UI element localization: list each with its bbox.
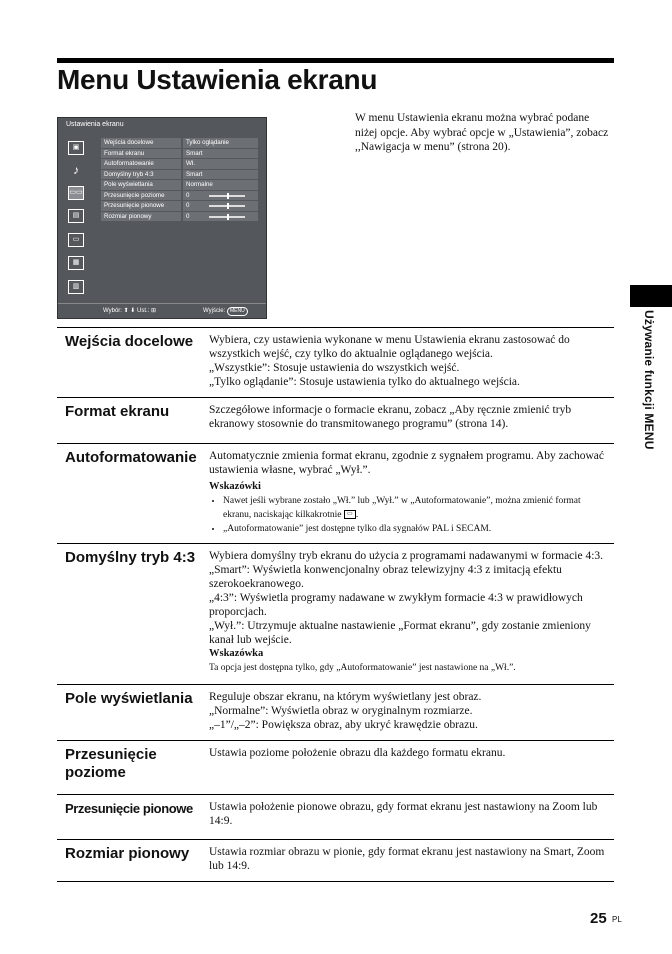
intro-text: W menu Ustawienia ekranu można wybrać podane niżej opcje. Aby wybrać opcje w „Ustawienia”, zobacz ,,Nawigacja w menu” (strona 20). (355, 112, 609, 153)
hint-text: Ta opcja jest dostępna tylko, gdy „Autoformatowanie” jest nastawione na „Wł.”. (209, 663, 516, 673)
tv-menu-row: Format ekranu Smart (98, 149, 263, 160)
section-tab-marker (630, 285, 672, 307)
tv-menu-panel (98, 138, 263, 222)
tv-menu-row: Wejścia docelowe Tylko oglądanie (98, 138, 263, 149)
tv-menu-title: Ustawienia ekranu (66, 121, 124, 128)
option-row (57, 327, 614, 397)
page-title: Menu Ustawienia ekranu (57, 64, 378, 95)
screen-format-button-icon: ▭ (344, 510, 356, 519)
picture-icon: ▣ (68, 141, 84, 155)
option-row (57, 684, 614, 740)
title-rule (57, 58, 614, 63)
features-icon: ▤ (68, 209, 84, 223)
tv-menu-footer: Wybór: ⬆ ⬇ Ust.: ⊞ Wyjście: MENU (58, 303, 266, 318)
slider-bar (209, 195, 245, 197)
page-number: 25 (590, 910, 607, 927)
option-description: Ustawia poziome położenie obrazu dla każdego formatu ekranu. (209, 747, 506, 759)
slider-bar (209, 205, 245, 207)
pc-settings-icon: ▦ (68, 256, 84, 270)
option-row (57, 397, 614, 443)
setup-icon: ▭ (68, 233, 84, 247)
table-bottom-rule (57, 881, 614, 882)
hint-title: Wskazówki (209, 481, 261, 492)
tv-menu-row: Domyślny tryb 4:3 Smart (98, 170, 263, 181)
option-row (57, 740, 614, 794)
option-name: Rozmiar pionowy (65, 845, 190, 862)
tv-menu-row: Przesunięcie pionowe 0 (98, 201, 263, 212)
slider-bar (209, 216, 245, 218)
option-name: Format ekranu (65, 403, 170, 420)
options-table (57, 327, 614, 881)
option-description: Automatycznie zmienia format ekranu, zgodnie z sygnałem programu. Aby zachować ustawienia własne, wybrać „Wył.”. Wskazówki • Nawet jeśli wybrane zostało „Wł.” lub „Wył.” w „Autoformatowanie”, można zmienić format ekranu, naciskając kilkakrotnie ▭ . • „Autoformatowanie” jest dostępne tylko dla sygnałów PAL i SECAM. (209, 449, 611, 536)
option-name: Wejścia docelowe (65, 333, 194, 350)
option-description: Ustawia rozmiar obrazu w pionie, gdy format ekranu jest nastawiony na Smart, Zoom lub 14:9. (209, 846, 605, 872)
menu-key-icon: MENU (227, 307, 248, 316)
option-name: Domyślny tryb 4:3 (65, 549, 196, 566)
tv-menu-icon-column (58, 133, 96, 303)
tv-menu-row: Rozmiar pionowy 0 (98, 212, 263, 223)
external-input-icon: ▥ (68, 280, 84, 294)
option-row (57, 794, 614, 839)
option-row (57, 443, 614, 543)
option-name: Pole wyświetlania (65, 690, 193, 707)
page-language-code: PL (612, 915, 622, 924)
screen-settings-icon: ▭▭ (68, 186, 84, 200)
option-name: Przesunięcie pionowe (65, 801, 193, 816)
tv-menu-row: Autoformatowanie Wł. (98, 159, 263, 170)
tv-menu-row: Pole wyświetlania Normalne (98, 180, 263, 191)
enter-key-icon: ⊞ (151, 308, 157, 314)
option-description: Ustawia położenie pionowe obrazu, gdy format ekranu jest nastawiony na Zoom lub 14:9. (209, 801, 598, 827)
hint-list: • Nawet jeśli wybrane zostało „Wł.” lub „Wył.” w „Autoformatowanie”, można zmienić format ekranu, naciskając kilkakrotnie ▭ . • „Autoformatowanie” jest dostępne tylko dla sygnałów PAL i SECAM. (209, 494, 611, 536)
option-name: Autoformatowanie (65, 449, 197, 466)
music-note-icon: ♪ (73, 163, 79, 177)
option-row (57, 543, 614, 684)
option-description: Wybiera domyślny tryb ekranu do użycia z programami nadawanymi w formacie 4:3. „Smart”: Wyświetla konwencjonalny obraz telewizyjny 4:3 z imitacją efektu szerokoekranowego. „4:3”: Wyświetla programy nadawane w zwykłym formacie 4:3 w prawidłowych proporcjach. „Wył.”: Utrzymuje aktualne nastawienie „Format ekranu”, gdy zostanie zmieniony kanał lub wejście. Wskazówka Ta opcja jest dostępna tylko, gdy „Autoformatowanie” jest nastawione na „Wł.”. (209, 549, 611, 675)
option-description: Wybiera, czy ustawienia wykonane w menu Ustawienia ekranu zastosować do wszystkich wejść, czy tylko do aktualnie oglądanego wejścia. „Wszystkie”: Stosuje ustawienia do wszystkich wejść. „Tylko oglądanie”: Stosuje ustawienia tylko do aktualnego wejścia. (209, 334, 570, 388)
option-name: Przesunięcie poziome (65, 746, 157, 781)
option-description: Reguluje obszar ekranu, na którym wyświetlany jest obraz. „Normalne”: Wyświetla obraz w oryginalnym rozmiarze. „–1”/„–2”: Powiększa obraz, aby ukryć krawędzie obrazu. (209, 691, 482, 731)
option-row (57, 839, 614, 881)
hint-title: Wskazówka (209, 648, 264, 659)
tv-menu-row: Przesunięcie poziome 0 (98, 191, 263, 202)
section-side-label: Używanie funkcji MENU (642, 310, 656, 450)
option-description: Szczegółowe informacje o formacie ekranu, zobacz „Aby ręcznie zmienić tryb ekranowy stosownie do transmitowanego programu” (strona 14). (209, 404, 572, 430)
tv-menu-screenshot (57, 117, 267, 319)
